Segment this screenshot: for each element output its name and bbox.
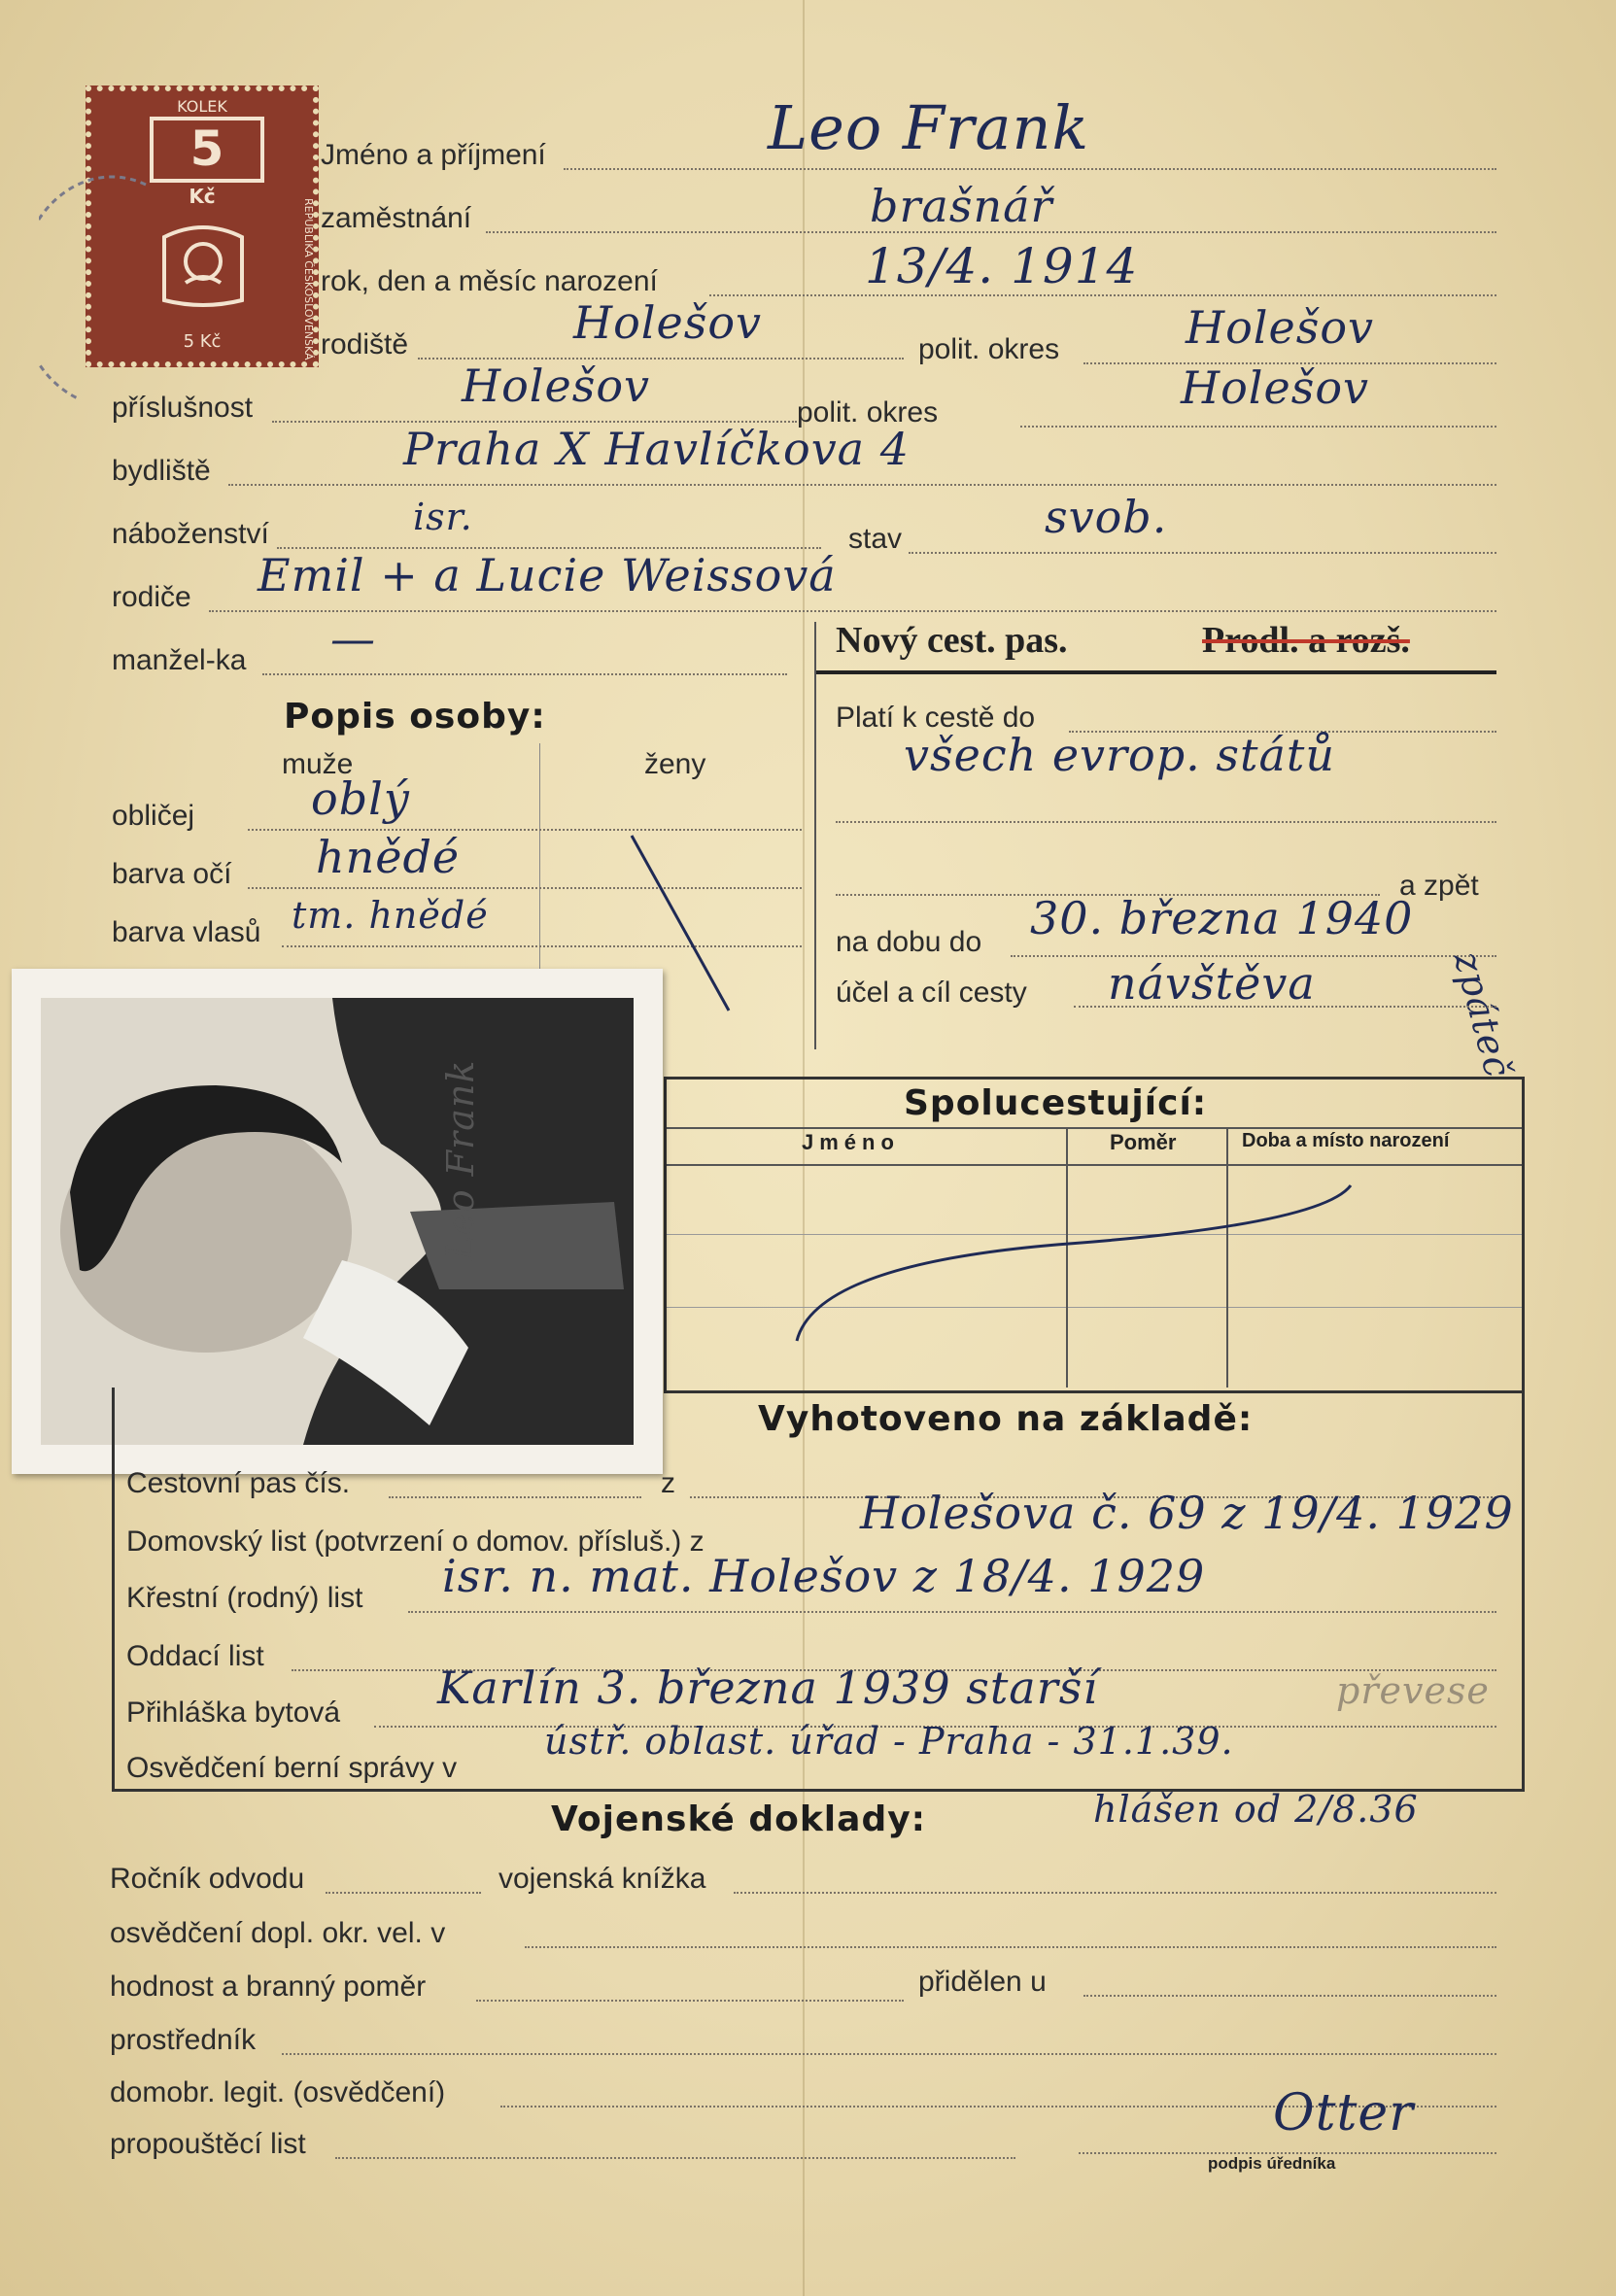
birth-line [709, 294, 1496, 296]
occupation-value: brašnář [870, 180, 1053, 232]
birthplace-label: rodiště [321, 328, 409, 360]
registration-label: Přihláška bytová [126, 1696, 341, 1729]
valid-line-2 [836, 821, 1496, 823]
duration-value: 30. března 1940 [1030, 892, 1414, 944]
domicile-district-value: Holešov [1181, 361, 1370, 414]
companions-col-name: Jméno [802, 1130, 900, 1154]
assigned-label: přidělen u [918, 1966, 1047, 1998]
tax-value: ústř. oblast. úřad - Praha - 31.1.39. [544, 1720, 1234, 1763]
military-title: Vojenské doklady: [551, 1799, 927, 1839]
parents-value: Emil + a Lucie Weissová [258, 549, 837, 601]
stamp-top-text: KOLEK [177, 97, 227, 116]
birth-district-value: Holešov [1186, 301, 1375, 354]
residence-line [228, 484, 1496, 486]
district-certificate-label: osvědčení dopl. okr. vel. v [110, 1917, 446, 1949]
status-label: stav [848, 523, 903, 555]
birth-value: 13/4. 1914 [865, 238, 1139, 294]
duration-label: na dobu do [836, 926, 982, 958]
passport-number-label: Cestovní pas čís. [126, 1467, 351, 1499]
registration-note: převese [1336, 1669, 1490, 1712]
assigned-line [1083, 1995, 1496, 1997]
description-divider [539, 743, 540, 977]
draft-year-label: Ročník odvodu [110, 1863, 305, 1895]
passport-number-line [389, 1496, 641, 1498]
signature-label: podpis úředníka [1208, 2154, 1336, 2173]
companions-strike-icon [777, 1166, 1360, 1351]
duration-note: zpáteč [1445, 947, 1521, 1082]
military-note: hlášen od 2/8.36 [1093, 1788, 1419, 1831]
name-value: Leo Frank [768, 92, 1090, 163]
domicile-district-label: polit. okres [797, 396, 939, 428]
marriage-certificate-label: Oddací list [126, 1640, 264, 1672]
description-title: Popis osoby: [284, 697, 546, 737]
domicile-district-line [1020, 426, 1496, 428]
discharge-line [335, 2157, 1015, 2159]
official-signature: Otter [1273, 2084, 1415, 2142]
intermediary-line [282, 2053, 1496, 2055]
domicile-label: příslušnost [112, 392, 254, 424]
photo-signature: Leo Frank [439, 1059, 482, 1260]
purpose-value: návštěva [1108, 957, 1316, 1010]
purpose-label: účel a cíl cesty [836, 977, 1027, 1009]
birth-certificate-line [408, 1611, 1496, 1613]
birth-district-label: polit. okres [918, 333, 1060, 365]
legitimation-label: domobr. legit. (osvědčení) [110, 2076, 446, 2108]
stamp-value: 5 [150, 117, 264, 183]
stamp-bottom-text: 5 Kč [183, 331, 222, 352]
name-line [564, 168, 1496, 170]
female-column-label: ženy [644, 748, 706, 780]
rank-line [476, 2000, 904, 2002]
new-passport-label: Nový cest. pas. [836, 620, 1068, 661]
companions-rule-1 [667, 1127, 1522, 1129]
stamp-side-text: REPUBLIKA ČESKOSLOVENSKÁ [302, 198, 315, 360]
issued-title: Vyhotoveno na základě: [758, 1399, 1254, 1439]
discharge-label: propouštěcí list [110, 2128, 306, 2160]
religion-label: náboženství [112, 518, 269, 550]
military-book-line [734, 1892, 1496, 1894]
rank-label: hodnost a branný poměr [110, 1970, 427, 2003]
occupation-label: zaměstnání [321, 202, 472, 234]
passport-box-left-border [814, 622, 816, 1049]
spouse-value: — [330, 612, 376, 665]
valid-value: všech evrop. států [904, 729, 1336, 781]
parents-label: rodiče [112, 581, 191, 613]
status-value: svob. [1045, 491, 1168, 543]
residence-value: Praha X Havlíčkova 4 [403, 423, 910, 475]
extension-label: Prodl. a rozš. [1202, 620, 1410, 661]
domicile-value: Holešov [462, 360, 651, 412]
male-column-label: muže [282, 748, 354, 780]
birth-label: rok, den a měsíc narození [321, 265, 658, 297]
companions-col-relation: Poměr [1110, 1130, 1177, 1154]
valid-label: Platí k cestě do [836, 702, 1036, 734]
residence-label: bydliště [112, 455, 211, 487]
hair-value: tm. hnědé [292, 894, 489, 937]
intermediary-label: prostředník [110, 2024, 257, 2056]
tax-label: Osvědčení berní správy v [126, 1752, 458, 1784]
draft-year-line [326, 1892, 481, 1894]
parents-line [209, 610, 1496, 612]
eyes-value: hnědé [316, 831, 461, 883]
religion-value: isr. [413, 496, 473, 538]
and-back-label: a zpět [1399, 870, 1479, 902]
military-book-label: vojenská knížka [499, 1863, 706, 1895]
registration-value: Karlín 3. března 1939 starší [437, 1662, 1099, 1714]
passport-header-rule [816, 670, 1496, 674]
domicile-certificate-value: Holešova č. 69 z 19/4. 1929 [860, 1487, 1514, 1539]
stamp-currency: Kč [189, 185, 216, 208]
birth-certificate-label: Křestní (rodný) list [126, 1582, 363, 1614]
lion-emblem-icon [145, 213, 261, 310]
spouse-line [262, 673, 787, 675]
birth-certificate-value: isr. n. mat. Holešov z 18/4. 1929 [442, 1550, 1206, 1602]
district-certificate-line [525, 1946, 1496, 1948]
status-line [909, 552, 1496, 554]
face-value: oblý [311, 772, 410, 825]
birthplace-value: Holešov [573, 296, 763, 349]
name-label: Jméno a příjmení [321, 139, 546, 171]
eyes-label: barva očí [112, 858, 232, 890]
face-label: obličej [112, 800, 195, 832]
hair-label: barva vlasů [112, 916, 261, 948]
companions-col-birth: Doba a místo narození [1242, 1130, 1450, 1151]
passport-from-label: z [661, 1467, 675, 1499]
companions-title: Spolucestující: [904, 1083, 1208, 1123]
postmark-icon [39, 165, 155, 418]
domicile-certificate-label: Domovský list (potvrzení o domov. přísluš.) z [126, 1525, 705, 1558]
spouse-label: manžel-ka [112, 644, 247, 676]
